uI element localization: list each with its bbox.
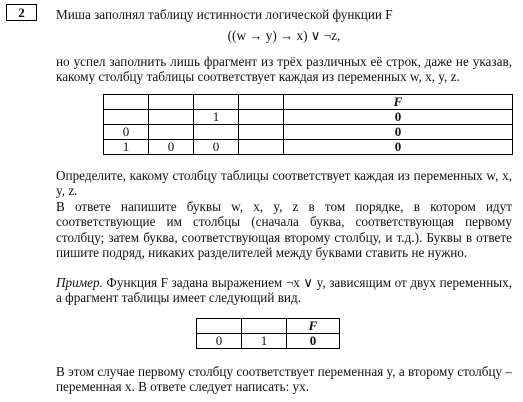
table-row bbox=[197, 334, 340, 349]
task-number: 2 bbox=[6, 4, 37, 21]
table-cell bbox=[104, 95, 149, 110]
table-row bbox=[197, 319, 340, 334]
table-row bbox=[104, 140, 513, 155]
table-cell: 0 bbox=[287, 334, 340, 349]
table-cell bbox=[194, 95, 239, 110]
example-label: Пример. bbox=[56, 275, 103, 290]
table-row bbox=[104, 125, 513, 140]
task-formula: ((w → y) → x) ∨ ¬z, bbox=[227, 28, 341, 43]
table-cell: 0 bbox=[194, 140, 239, 155]
table-cell: 0 bbox=[284, 125, 513, 140]
table-cell bbox=[197, 319, 242, 334]
table-row bbox=[104, 110, 513, 125]
table-cell bbox=[242, 319, 287, 334]
table-cell bbox=[149, 95, 194, 110]
truth-table-2 bbox=[196, 318, 340, 349]
table-cell: 1 bbox=[194, 110, 239, 125]
task-para-2: Определите, какому столбцу таблицы соответствует каждая из переменных w, x, y, z. bbox=[56, 168, 512, 199]
truth-table-1 bbox=[103, 94, 513, 155]
table-cell bbox=[239, 125, 284, 140]
table-cell: 0 bbox=[284, 140, 513, 155]
table-cell bbox=[239, 140, 284, 155]
table-cell bbox=[239, 95, 284, 110]
table-cell bbox=[194, 125, 239, 140]
table-cell: 0 bbox=[284, 110, 513, 125]
task-para-1: но успел заполнить лишь фрагмент из трёх различных её строк, даже не указав, какому столбцу таблицы соответствует каждая из переменных w, x, y, z. bbox=[56, 54, 512, 85]
table-header-f: F bbox=[284, 95, 513, 110]
table-header-f: F bbox=[287, 319, 340, 334]
table-cell: 1 bbox=[242, 334, 287, 349]
task-example bbox=[56, 275, 512, 306]
table-cell bbox=[239, 110, 284, 125]
task-para-3: В ответе напишите буквы w, x, y, z в том порядке, в котором идут соответствующие им столбцы (сначала буква, соответствующая первому столбцу; затем буква, соответствующая второму столбцу, и т.д.). Буквы в ответе пишите подряд, никаких разделителей между буквами ставить не нужно. bbox=[56, 199, 512, 260]
table-row bbox=[104, 95, 513, 110]
example-text: Функция F задана выражением ¬x ∨ y, зависящим от двух переменных, а фрагмент таблицы имеет следующий вид. bbox=[56, 275, 512, 306]
task-para-4: В этом случае первому столбцу соответствует переменная y, а второму столбцу – переменная x. В ответе следует написать: yx. bbox=[56, 364, 512, 395]
table-cell bbox=[104, 110, 149, 125]
table-cell bbox=[149, 125, 194, 140]
table-cell bbox=[149, 110, 194, 125]
table-cell: 0 bbox=[149, 140, 194, 155]
table-cell: 1 bbox=[104, 140, 149, 155]
table-cell: 0 bbox=[104, 125, 149, 140]
task-intro: Миша заполнял таблицу истинности логической функции F bbox=[56, 7, 393, 22]
table-cell: 0 bbox=[197, 334, 242, 349]
